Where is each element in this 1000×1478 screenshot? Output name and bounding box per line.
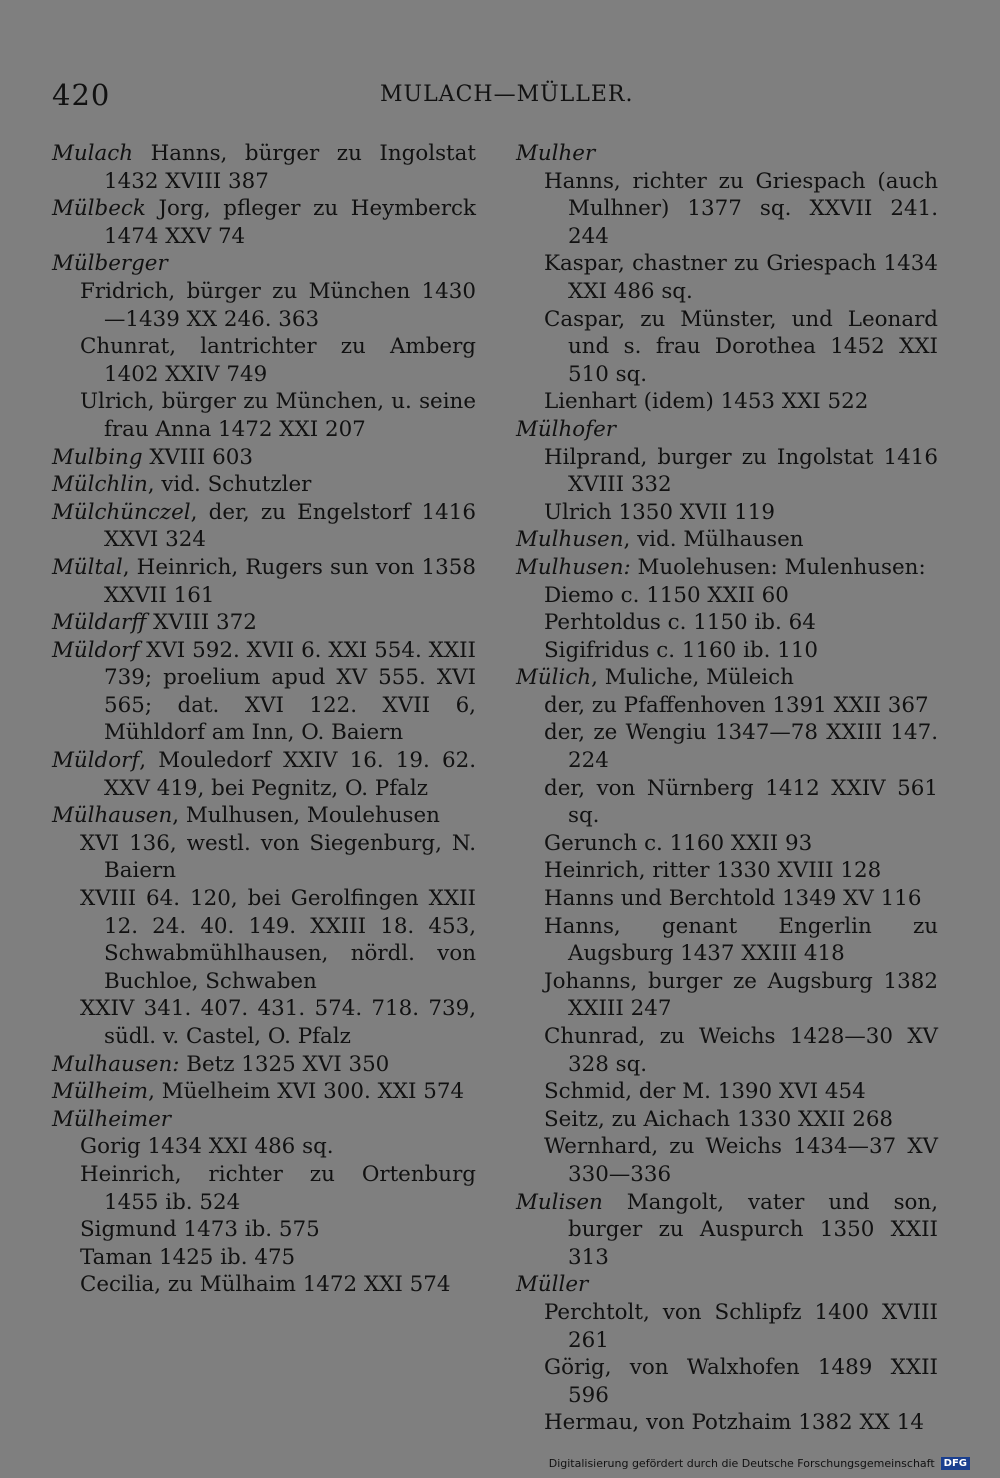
entry-headword: Müldarff [52,610,147,636]
entry-text: Sigifridus c. 1160 ib. 110 [544,637,819,663]
index-entry [516,775,938,830]
index-entry [52,830,476,885]
entry-text: Wernhard, zu Weichs 1434—37 XV 330—336 [544,1134,938,1187]
entry-text: Ulrich, bürger zu München, u. seine frau Anna 1472 XXI 207 [80,389,476,442]
index-entry [52,554,476,609]
entry-text: der, von Nürnberg 1412 XXIV 561 sq. [544,775,938,829]
index-entry [516,1271,938,1299]
entry-text: XVI 592. XVII 6. XXI 554. XXII 739; proelium apud XV 555. XVI 565; dat. XVI 122. XVII 6, Mühldorf am Inn, O. Baiern [104,637,476,746]
index-entry [516,719,938,774]
index-entry [52,1106,476,1134]
entry-text: Ulrich 1350 XVII 119 [544,499,775,525]
entry-text: Mangolt, vater und son, burger zu Auspurch 1350 XXII 313 [568,1189,938,1270]
entry-headword: Mülheimer [52,1106,171,1132]
index-entry [52,747,476,802]
index-entry [516,444,938,499]
entry-headword: Mulbing [52,444,143,470]
index-entry [516,582,938,610]
index-entry [52,140,476,195]
entry-headword: Mülhausen [52,803,173,829]
entry-text: Heinrich, ritter 1330 XVIII 128 [544,858,882,884]
entry-headword: Mulisen [516,1189,603,1215]
footer-note-text: Digitalisierung gefördert durch die Deutsche Forschungsgemeinschaft [548,1457,935,1470]
entry-text: , Mouledorf XXIV 16. 19. 62. XXV 419, bei Pegnitz, O. Pfalz [104,748,476,801]
index-entry [516,554,938,582]
index-entry [52,444,476,472]
entry-text: Hilprand, burger zu Ingolstat 1416 XVIII 332 [544,444,938,498]
entry-headword: Mülich [516,665,592,691]
index-entry [52,609,476,637]
entry-text: Hanns, bürger zu Ingolstat 1432 XVIII 387 [104,141,476,194]
entry-text: Taman 1425 ib. 475 [80,1244,296,1270]
index-entry [516,968,938,1023]
entry-text: Perchtolt, von Schlipfz 1400 XVIII 261 [544,1299,938,1353]
entry-text: Jorg, pfleger zu Heymberck 1474 XXV 74 [104,196,476,249]
entry-text: der, zu Pfaffenhoven 1391 XXII 367 [544,692,929,718]
entry-text: Chunrat, lantrichter zu Amberg 1402 XXIV 749 [80,334,476,387]
index-entry [52,333,476,388]
entry-text: XXIV 341. 407. 431. 574. 718. 739, südl. v. Castel, O. Pfalz [80,996,476,1049]
entry-text: , Mulhusen, Moulehusen [172,803,440,829]
entry-text: Diemo c. 1150 XXII 60 [544,582,789,608]
index-entry [516,1078,938,1106]
entry-headword: Mulhusen: [516,554,631,580]
entry-headword: Mülchünczel [52,499,191,525]
entry-text: Caspar, zu Münster, und Leonard und s. frau Dorothea 1452 XXI 510 sq. [544,306,938,387]
index-entry [516,526,938,554]
entry-text: , Müelheim XVI 300. XXI 574 [148,1079,465,1105]
entry-text: , vid. Mülhausen [623,527,804,553]
entry-text: Lienhart (idem) 1453 XXI 522 [544,389,869,415]
entry-headword: Mülheim [52,1079,149,1105]
index-entry [516,692,938,720]
entry-text: Schmid, der M. 1390 XVI 454 [544,1079,866,1105]
entry-text: Seitz, zu Aichach 1330 XXII 268 [544,1106,894,1132]
index-entry [52,802,476,830]
entry-text: Sigmund 1473 ib. 575 [80,1217,320,1243]
index-entry [52,1216,476,1244]
index-entry [516,885,938,913]
entry-text: Betz 1325 XVI 350 [179,1051,390,1077]
index-entry [52,499,476,554]
entry-headword: Mulhausen: [52,1051,180,1077]
index-entry [516,830,938,858]
entry-text: , Heinrich, Rugers sun von 1358 XXVII 161 [104,554,476,608]
entry-headword: Mülberger [52,251,168,277]
entry-text: XVIII 603 [142,444,253,470]
index-entry [516,1189,938,1272]
running-head: MULACH—MÜLLER. [380,82,634,107]
index-entry [52,885,476,995]
index-entry [52,995,476,1050]
entry-text: Cecilia, zu Mülhaim 1472 XXI 574 [80,1272,451,1298]
index-entry [52,1133,476,1161]
index-entry [516,416,938,444]
index-entry [516,499,938,527]
entry-headword: Müller [516,1272,589,1298]
entry-text: Muolehusen: Mulenhusen: [630,554,926,580]
index-entry [516,1299,938,1354]
index-entry [516,637,938,665]
entry-text: Perhtoldus c. 1150 ib. 64 [544,610,816,636]
entry-headword: Mülhofer [516,416,616,442]
index-entry [52,1051,476,1079]
entry-text: Kaspar, chastner zu Griespach 1434 XXI 486 sq. [544,251,938,304]
entry-headword: Müldorf [52,637,140,663]
entry-text: Hermau, von Potzhaim 1382 XX 14 [544,1410,924,1436]
left-column [52,140,476,1299]
index-entry [52,1161,476,1216]
entry-headword: Mültal [52,554,123,580]
index-entry [52,1271,476,1299]
entry-headword: Mulher [516,141,596,166]
entry-text: Chunrad, zu Weichs 1428—30 XV 328 sq. [544,1024,938,1077]
entry-headword: Mülbeck [52,196,146,222]
entry-text: Görig, von Walxhofen 1489 XXII 596 [544,1355,938,1408]
entry-text: Hanns, richter zu Griespach (auch Mulhner) 1377 sq. XXVII 241. 244 [544,168,938,249]
index-entry [516,1354,938,1409]
entry-text: Hanns, genant Engerlin zu Augsburg 1437 XXIII 418 [544,913,938,967]
index-entry [516,1106,938,1134]
index-entry [52,637,476,747]
index-entry [516,306,938,389]
index-entry [516,1133,938,1188]
entry-text: der, ze Wengiu 1347—78 XXIII 147. 224 [544,720,938,774]
index-entry [52,278,476,333]
entry-headword: Mulhusen [516,527,624,553]
entry-text: Johanns, burger ze Augsburg 1382 XXIII 247 [544,968,938,1022]
right-column [516,140,938,1437]
index-entry [52,471,476,499]
entry-headword: Müldorf [52,748,140,774]
entry-text: , vid. Schutzler [147,472,312,498]
index-entry [516,609,938,637]
index-entry [516,168,938,251]
footer-note [549,1457,970,1470]
entry-text: Heinrich, richter zu Ortenburg 1455 ib. 524 [80,1161,476,1215]
index-entry [516,140,938,168]
entry-headword: Mulach [52,141,134,166]
index-entry [516,857,938,885]
entry-text: Fridrich, bürger zu München 1430—1439 XX 246. 363 [80,278,476,332]
entry-text: Hanns und Berchtold 1349 XV 116 [544,886,922,912]
entry-text: Gerunch c. 1160 XXII 93 [544,830,813,856]
entry-text: Gorig 1434 XXI 486 sq. [80,1134,334,1160]
entry-text: , Muliche, Müleich [591,665,794,691]
dfg-logo: DFG [941,1457,970,1470]
index-entry [516,1023,938,1078]
index-entry [52,388,476,443]
index-entry [52,195,476,250]
index-entry [516,664,938,692]
entry-text: , der, zu Engelstorf 1416 XXVI 324 [104,499,476,553]
entry-text: XVI 136, westl. von Siegenburg, N. Baiern [80,830,476,884]
index-entry [516,913,938,968]
page-number: 420 [52,78,111,112]
index-entry [52,1244,476,1272]
index-entry [52,1078,476,1106]
entry-text: XVIII 64. 120, bei Gerolfingen XXII 12. 24. 40. 149. XXIII 18. 453, Schwabmühlhausen, nördl. von Buchloe, Schwaben [80,886,476,994]
index-entry [516,1409,938,1437]
index-entry [516,250,938,305]
index-entry [516,388,938,416]
entry-headword: Mülchlin [52,472,148,498]
entry-text: XVIII 372 [146,610,257,636]
index-entry [52,250,476,278]
